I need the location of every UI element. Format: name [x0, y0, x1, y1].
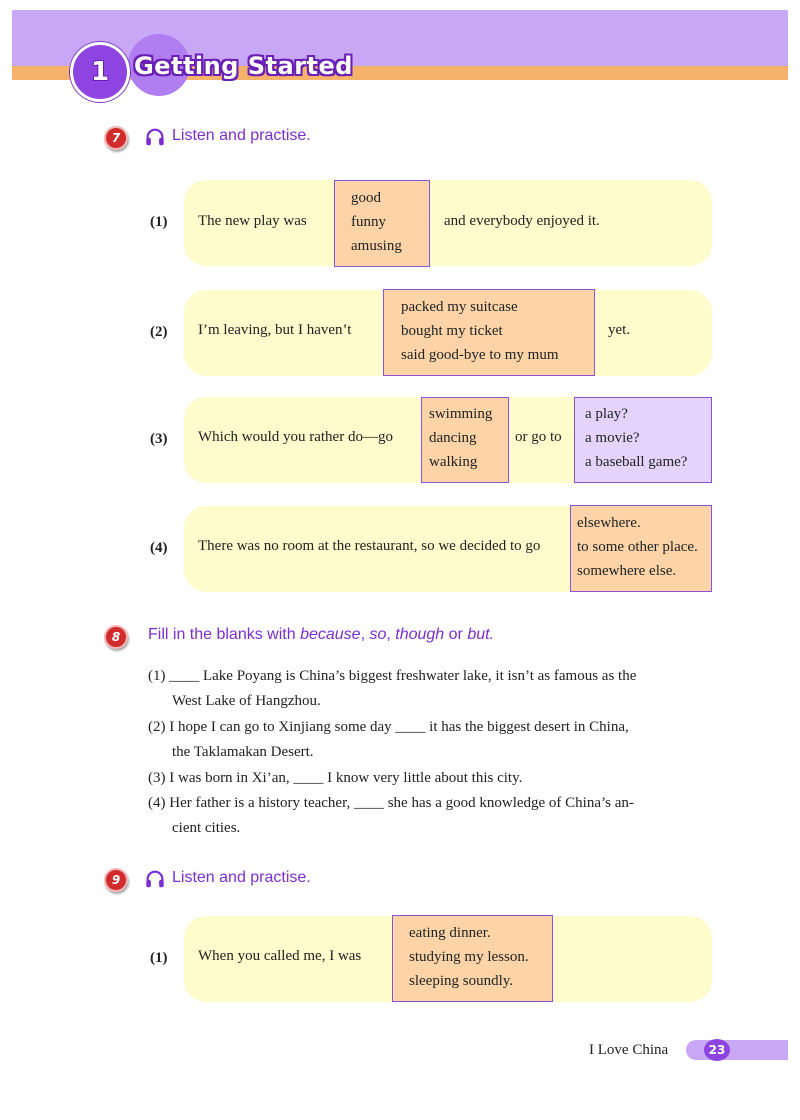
item-line-continued: West Lake of Hangzhou. [172, 693, 321, 709]
sentence-end: yet. [608, 322, 631, 338]
option: swimming [429, 406, 493, 422]
item-line-continued: the Taklamakan Desert. [172, 744, 314, 760]
options-box [334, 180, 430, 267]
option: eating dinner. [409, 925, 491, 941]
item-line-continued: cient cities. [172, 820, 241, 836]
option: somewhere else. [577, 563, 677, 579]
options-box [392, 915, 553, 1002]
fill-blank-item [148, 715, 712, 765]
sentence-start: The new play was [198, 213, 307, 229]
item-number: (4) [150, 540, 168, 556]
options-box-secondary [574, 397, 712, 483]
instruction-text: Fill in the blanks with [148, 626, 296, 643]
sentence-middle: or go to [515, 429, 562, 445]
sentence-start: When you called me, I was [198, 948, 362, 964]
page-title: Getting Started [134, 52, 353, 80]
sentence-end: and everybody enjoyed it. [444, 213, 600, 229]
option: funny [351, 214, 386, 230]
option: good [351, 190, 381, 206]
option: studying my lesson. [409, 949, 529, 965]
sentence-start: There was no room at the restaurant, so we decided to go [198, 538, 541, 554]
section-9-marker: 9 [104, 868, 128, 892]
option: amusing [351, 238, 402, 254]
keyword: though [395, 626, 445, 643]
item-number: (2) [150, 324, 168, 340]
option: dancing [429, 430, 477, 446]
section-7-marker: 7 [104, 126, 128, 150]
sentence-start: Which would you rather do—go [198, 429, 393, 445]
item-line: (4) Her father is a history teacher, ____ she has a good knowledge of China’s an- [148, 795, 634, 811]
fill-blank-item [148, 664, 712, 714]
fill-blank-item [148, 766, 712, 791]
keyword: but. [467, 626, 495, 643]
options-box [421, 397, 509, 483]
section-8-instruction: Fill in the blanks with because, so, though or but. [148, 626, 495, 643]
section-7-instruction: Listen and practise. [172, 127, 311, 144]
keyword: so [369, 626, 387, 643]
option: said good-bye to my mum [401, 347, 559, 363]
option: a baseball game? [585, 454, 688, 470]
options-box [383, 289, 595, 376]
option: packed my suitcase [401, 299, 518, 315]
item-number: (3) [150, 431, 168, 447]
item-line: (3) I was born in Xi’an, ____ I know very little about this city. [148, 770, 523, 786]
headphones-icon[interactable] [144, 126, 166, 148]
fill-blank-item [148, 791, 712, 841]
section-8-marker: 8 [104, 625, 128, 649]
headphones-icon[interactable] [144, 868, 166, 890]
option: a movie? [585, 430, 640, 446]
unit-number: 1 [90, 57, 110, 87]
option: sleeping soundly. [409, 973, 514, 989]
option: bought my ticket [401, 323, 503, 339]
option: elsewhere. [577, 515, 641, 531]
page-number: 23 [704, 1039, 730, 1061]
item-number: (1) [150, 950, 168, 966]
item-line: (2) I hope I can go to Xinjiang some day ____ it has the biggest desert in China, [148, 719, 629, 735]
keyword: because [300, 626, 361, 643]
option: a play? [585, 406, 628, 422]
unit-badge [70, 42, 130, 102]
footer-book-title: I Love China [589, 1042, 669, 1058]
sentence-start: I’m leaving, but I haven’t [198, 322, 352, 338]
item-number: (1) [150, 214, 168, 230]
footer-bar [686, 1040, 788, 1060]
instruction-text: or [448, 626, 463, 643]
option: to some other place. [577, 539, 698, 555]
section-9-instruction: Listen and practise. [172, 869, 311, 886]
option: walking [429, 454, 478, 470]
options-box [570, 505, 712, 592]
item-line: (1) ____ Lake Poyang is China’s biggest freshwater lake, it isn’t as famous as the [148, 668, 637, 684]
